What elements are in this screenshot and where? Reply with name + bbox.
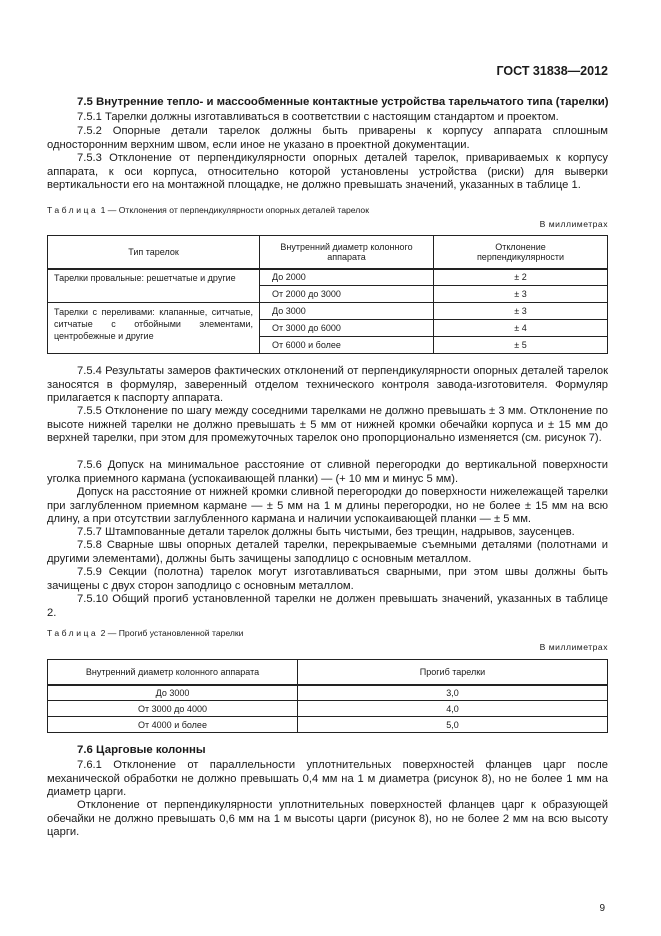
- table1-type-cell: Тарелки с переливами: клапанные, ситчатые, ситчатые с отбойными элементами, центробежные и другие: [48, 303, 260, 354]
- page-number: 9: [599, 903, 605, 914]
- table1-deviation-cell: ± 3: [434, 303, 608, 320]
- table2-header-deflection: Прогиб тарелки: [298, 660, 608, 685]
- table2-units: В миллиметрах: [539, 642, 608, 652]
- paragraph-7-5-6-tolerance: Допуск на расстояние от нижней кромки сливной перегородки до поверхности нижележащей тарелки при заглубленном приемном кармане — ± 5 мм на 1 м длины перегородки, но не более ± 15 мм на всю длину, а при отсутствии заглубленного кармана и наличии успокаивающей планки — ± 5 мм.: [47, 486, 608, 525]
- paragraph-7-5-1: 7.5.1 Тарелки должны изготавливаться в соответствии с настоящим стандартом и проектом.: [77, 111, 559, 123]
- paragraph-7-6-1: 7.6.1 Отклонение от параллельности уплотнительных поверхностей фланцев царг после механической обработки не должно превышать 0,4 мм на 1 м диаметра (рисунок 8), но не более 1 мм на диаметр царги.: [47, 759, 608, 798]
- paragraph-7-5-3: 7.5.3 Отклонение от перпендикулярности опорных деталей тарелок, привариваемых к корпусу аппарата, к оси корпуса, относительно которой установлены устройства (риски) для выверки вертикальности его на монтажной площадке, не должно превышать значений, указанных в таблице 1.: [47, 152, 608, 191]
- table-row: [48, 701, 608, 717]
- table1-diameter-cell: От 2000 до 3000: [260, 286, 434, 303]
- paragraph-7-6-1-perpendicularity: Отклонение от перпендикулярности уплотнительных поверхностей фланцев царг к образующей обечайки не должно превышать 0,6 мм на 1 м высоты царги (рисунок 8), но не более 2 мм на всю высоту царги.: [47, 799, 608, 838]
- table2-caption-word: Таблица: [47, 628, 99, 638]
- table2-deflection-cell: 3,0: [298, 685, 608, 701]
- table-2: [47, 659, 608, 733]
- table2-diameter-cell: От 4000 и более: [48, 717, 298, 733]
- table1-deviation-cell: ± 4: [434, 320, 608, 337]
- table-1: [47, 235, 608, 354]
- table1-type-cell: Тарелки провальные: решетчатые и другие: [48, 269, 260, 303]
- table1-deviation-cell: ± 5: [434, 337, 608, 354]
- table1-deviation-cell: ± 2: [434, 269, 608, 286]
- table-row: [48, 685, 608, 701]
- table1-diameter-cell: До 2000: [260, 269, 434, 286]
- table1-diameter-cell: От 6000 и более: [260, 337, 434, 354]
- table1-deviation-cell: ± 3: [434, 286, 608, 303]
- paragraph-7-5-9: 7.5.9 Секции (полотна) тарелок могут изготавливаться сварными, при этом швы должны быть зачищены с двух сторон заподлицо с основным металлом.: [47, 566, 608, 592]
- table1-diameter-cell: До 3000: [260, 303, 434, 320]
- table1-header-diameter: Внутренний диаметр колонного аппарата: [260, 236, 434, 269]
- table2-diameter-cell: От 3000 до 4000: [48, 701, 298, 717]
- paragraph-7-5-6: 7.5.6 Допуск на минимальное расстояние от сливной перегородки до вертикальной поверхности уголка приемного кармана (успокаивающей планки) — (+ 10 мм и минус 5 мм).: [47, 459, 608, 485]
- table-row: [48, 303, 608, 320]
- table1-units: В миллиметрах: [539, 219, 608, 229]
- table2-diameter-cell: До 3000: [48, 685, 298, 701]
- paragraph-7-5-5: 7.5.5 Отклонение по шагу между соседними тарелками не должно превышать ± 3 мм. Отклонение по высоте нижней тарелки не должно превышать ± 5 мм от нижней кромки обечайки корпуса и ± 15 мм до верхней тарелки, при этом для промежуточных тарелок оно пропорционально изменяется (см. рисунок 7).: [47, 405, 608, 444]
- table-row: [48, 269, 608, 286]
- paragraph-7-5-7: 7.5.7 Штампованные детали тарелок должны быть чистыми, без трещин, надрывов, заусенцев.: [77, 526, 575, 538]
- table1-caption-word: Таблица: [47, 205, 99, 215]
- table2-caption-text: 2 — Прогиб установленной тарелки: [100, 628, 244, 638]
- table2-deflection-cell: 4,0: [298, 701, 608, 717]
- section-7-6-title: 7.6 Царговые колонны: [77, 744, 206, 756]
- paragraph-7-5-2: 7.5.2 Опорные детали тарелок должны быть приварены к корпусу аппарата сплошным односторонним верхним швом, если иное не указано в проектной документации.: [47, 125, 608, 151]
- table1-diameter-cell: От 3000 до 6000: [260, 320, 434, 337]
- paragraph-7-5-4: 7.5.4 Результаты замеров фактических отклонений от перпендикулярности опорных деталей тарелок заносятся в формуляр, заверенный отделом технического контроля завода-изготовителя. Формуляр прилагается к паспорту аппарата.: [47, 365, 608, 404]
- section-7-5-title: 7.5 Внутренние тепло- и массообменные контактные устройства тарельчатого типа (тарелки): [77, 96, 609, 108]
- paragraph-7-5-8: 7.5.8 Сварные швы опорных деталей тарелки, перекрываемые съемными деталями (полотнами и другими элементами), должны быть зачищены заподлицо с основным металлом.: [47, 539, 608, 565]
- table1-caption: [47, 205, 369, 215]
- document-code: ГОСТ 31838—2012: [496, 64, 608, 78]
- paragraph-7-5-10: 7.5.10 Общий прогиб установленной тарелки не должен превышать значений, указанных в таблице 2.: [47, 593, 608, 619]
- table1-header-deviation: Отклонение перпендикулярности: [434, 236, 608, 269]
- table-row: [48, 717, 608, 733]
- table2-deflection-cell: 5,0: [298, 717, 608, 733]
- table2-header-diameter: Внутренний диаметр колонного аппарата: [48, 660, 298, 685]
- table1-caption-text: 1 — Отклонения от перпендикулярности опорных деталей тарелок: [100, 205, 369, 215]
- table2-caption: [47, 628, 243, 638]
- table1-header-type: Тип тарелок: [48, 236, 260, 269]
